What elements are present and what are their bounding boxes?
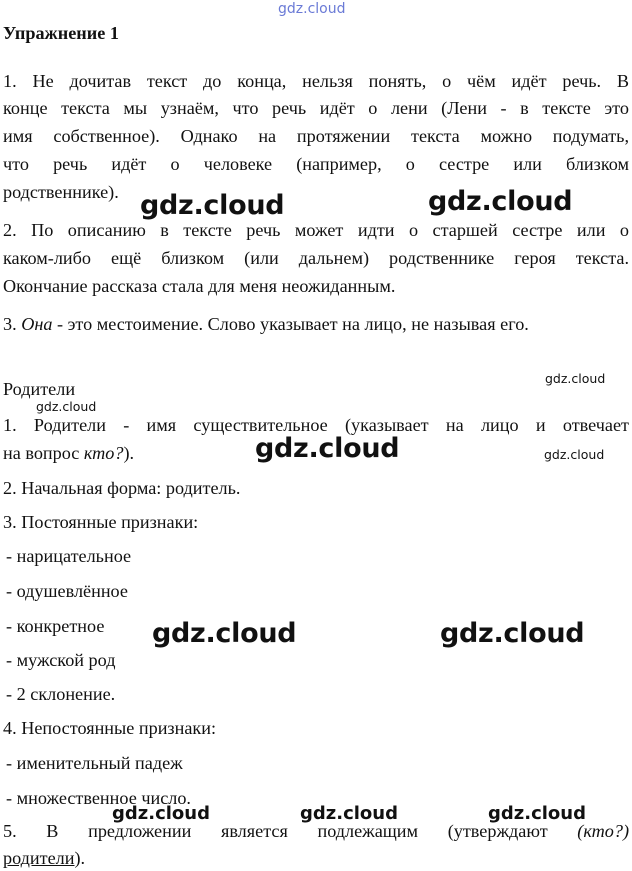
watermark: gdz.cloud xyxy=(112,803,210,824)
watermark: gdz.cloud xyxy=(140,190,285,221)
item-number: 3. xyxy=(3,314,22,334)
watermark-top: gdz.cloud xyxy=(278,1,346,17)
paragraph-line: имя собственное). Однако на протяжении текста можно подумать, xyxy=(3,126,629,146)
line-text: 5. В предложении является подлежащим (утверждают xyxy=(3,821,578,841)
paragraph-line: каком-либо ещё близком (или дальнем) родственнике героя текста. xyxy=(3,248,629,268)
paragraph-line: родственнике). xyxy=(3,182,119,202)
watermark: gdz.cloud xyxy=(544,447,605,462)
paragraph-line: конце текста мы узнаём, что речь идёт о лени (Лени - в тексте это xyxy=(3,98,629,118)
watermark: gdz.cloud xyxy=(488,803,586,824)
paragraph-line: что речь идёт о человеке (например, о сестре или близком xyxy=(3,154,629,174)
list-item: - нарицательное xyxy=(6,546,132,566)
line-text: на вопрос xyxy=(3,443,84,463)
watermark: gdz.cloud xyxy=(545,371,606,386)
list-item: - мужской род xyxy=(6,650,116,670)
watermark: gdz.cloud xyxy=(255,433,400,464)
question-word: кто? xyxy=(83,443,124,463)
paragraph-line xyxy=(3,847,629,869)
watermark: gdz.cloud xyxy=(428,186,573,217)
line-text: ). xyxy=(123,443,135,463)
paragraph-line: 1. Не дочитав текст до конца, нельзя понять, о чём идёт речь. В xyxy=(3,71,629,91)
paragraph-line: 2. По описанию в тексте речь может идти о старшей сестре или о xyxy=(3,220,629,240)
paragraph-line: 4. Непостоянные признаки: xyxy=(3,718,217,738)
subject-word: родители xyxy=(3,848,75,868)
list-item: - множественное число. xyxy=(6,788,191,808)
paragraph-line: 1. Родители - имя существительное (указывает на лицо и отвечает xyxy=(3,415,629,435)
question-word: (кто?) xyxy=(577,821,629,841)
paragraph-line: Окончание рассказа стала для меня неожиданным. xyxy=(3,276,396,296)
pronoun-word: Она xyxy=(21,314,53,334)
paragraph-line: 2. Начальная форма: родитель. xyxy=(3,478,241,498)
list-item: - конкретное xyxy=(6,616,105,636)
watermark: gdz.cloud xyxy=(36,399,97,414)
paragraph-line xyxy=(3,313,629,335)
line-text: ). xyxy=(74,848,86,868)
watermark: gdz.cloud xyxy=(152,618,297,649)
list-item: - 2 склонение. xyxy=(6,684,116,704)
word-heading: Родители xyxy=(3,379,76,399)
paragraph-line: 3. Постоянные признаки: xyxy=(3,512,199,532)
list-item: - именительный падеж xyxy=(6,753,183,773)
line-text: - это местоимение. Слово указывает на лицо, не называя его. xyxy=(52,314,529,334)
watermark: gdz.cloud xyxy=(440,618,585,649)
exercise-title: Упражнение 1 xyxy=(3,23,119,43)
list-item: - одушевлённое xyxy=(6,581,128,601)
watermark: gdz.cloud xyxy=(300,803,398,824)
